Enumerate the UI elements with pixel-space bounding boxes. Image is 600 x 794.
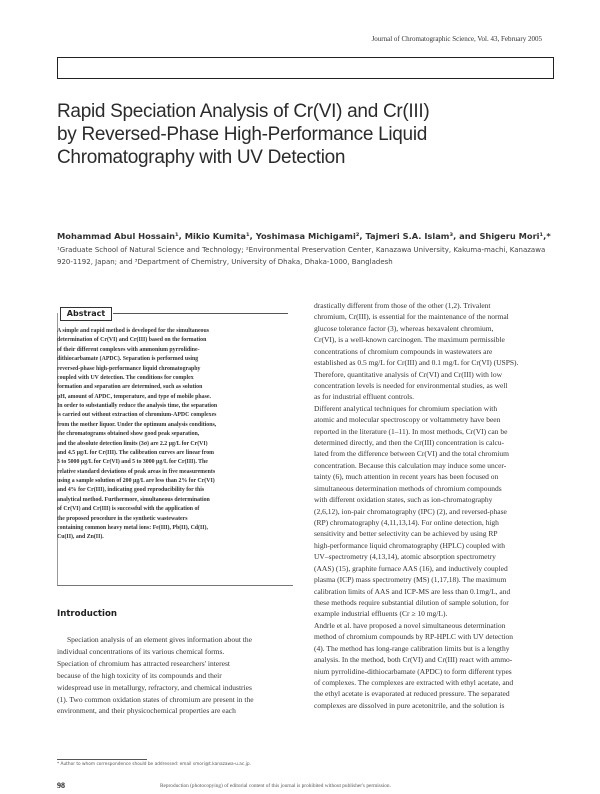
abstract-line: analytical method. Furthermore, simultaneous determination (57, 496, 210, 503)
body-line: concentrations of chromium compounds in wastewaters are (314, 346, 493, 356)
body-line: UV–spectrometry (4,13,14), atomic absorption spectrometry (314, 552, 496, 562)
title-line: Chromatography with UV Detection (57, 147, 346, 168)
body-line: tainty (6), much attention in recent years has been focused on (314, 472, 499, 482)
abstract-line: using a sample solution of 200 µg/L are less than 2% for Cr(VI) (57, 478, 215, 484)
body-line: determined directly, and then the Cr(III) concentration is calcu- (314, 438, 505, 448)
body-line: (2,6,12), ion-pair chromatography (IPC) (2), and reversed-phase (314, 506, 507, 516)
footnote: * Author to whom correspondence should be addressed: email smori@t.kanazawa-u.ac.jp. (57, 762, 251, 767)
abstract-line: formation and separation are determined, such as solution (57, 384, 203, 391)
body-line: Andrle et al. have proposed a novel simultaneous determination (314, 620, 506, 630)
title-line: Rapid Speciation Analysis of Cr(VI) and Cr(III) (57, 101, 430, 122)
abstract-line: coupled with UV detection. The conditions for complex (57, 374, 194, 381)
body-line: (AAS) (15), graphite furnace AAS (16), and inductively coupled (314, 563, 508, 573)
abstract-line: from the mother liquor. Under the optimum analysis conditions, (57, 421, 217, 428)
body-line: of complexes. The complexes are extracted with ethyl acetate, and (314, 677, 514, 687)
introduction-body (57, 634, 293, 717)
body-line: Different analytical techniques for chromium speciation with (314, 403, 498, 413)
body-line: concentration. Because this calculation may induce some uncer- (314, 460, 507, 470)
abstract-line: determination of Cr(VI) and Cr(III) based on the formation (57, 337, 207, 344)
page-number: 98 (57, 781, 65, 790)
journal-header: Journal of Chromatographic Science, Vol. 43, February 2005 (371, 35, 542, 43)
body-line: nium pyrrolidine-dithiocarbamate (APDC) to form different types (314, 666, 512, 676)
intro-line: environment, and their physicochemical properties are each (57, 706, 236, 716)
abstract-line: relative standard deviations of peak areas in five measurements (57, 468, 216, 475)
body-line: chromium, Cr(III), is essential for the maintenance of the normal (314, 312, 509, 322)
body-line: as for industrial effluent controls. (314, 392, 415, 402)
abstract-line: the proposed procedure in the synthetic wastewaters (57, 515, 188, 522)
body-line: method of chromium compounds by RP-HPLC with UV detection (314, 632, 514, 642)
body-line: established as 0.5 mg/L for Cr(III) and 0.1 mg/L for Cr(VI) (USPS). (314, 358, 519, 368)
body-line: with different oxidation states, such as ion-chromatography (314, 495, 493, 505)
intro-line: Speciation analysis of an element gives information about the (67, 635, 252, 644)
body-line: simultaneous determination methods of chromium compounds (314, 483, 502, 493)
abstract-line: and 4.5 µg/L for Cr(III). The calibration curves are linear from (57, 449, 215, 456)
body-line: concentration levels is needed for environmental studies, as well (314, 380, 508, 390)
abstract-line: the chromatograms obtained show good peak separation, (57, 431, 200, 438)
body-line: sensitivity and better selectivity can be achieved by using RP (314, 529, 498, 539)
body-line: lated from the difference between Cr(VI) and the total chromium (314, 449, 509, 459)
abstract-line: 3 to 5000 µg/L for Cr(VI) and 5 to 3000 µg/L for Cr(III). The (57, 459, 208, 466)
body-line: example industrial effluents (Cr ≥ 10 mg/L). (314, 609, 448, 619)
intro-line: Speciation of chromium has attracted researchers' interest (57, 658, 230, 668)
body-line: (4). The method has long-range calibration limits but is a lengthy (314, 643, 510, 653)
abstract-line: reversed-phase high-performance liquid chromatography (57, 365, 201, 372)
abstract-line: containing common heavy metal ions: Fe(III), Pb(II), Cd(II), (57, 524, 208, 531)
abstract-line: Cu(II), and Zn(II). (57, 534, 104, 541)
footnote-rule (57, 759, 147, 760)
abstract-line: pH, amount of APDC, temperature, and type of mobile phase. (57, 393, 211, 400)
body-line: (RP) chromatography (4,11,13,14). For online detection, high (314, 518, 499, 528)
reproduction-notice: Reproduction (photocopying) of editorial content of this journal is prohibited without publisher's permission. (160, 783, 391, 789)
abstract-line: dithiocarbamate (APDC). Separation is performed using (57, 356, 199, 363)
abstract-border-bottom (57, 585, 293, 586)
body-line: plasma (ICP) mass spectrometry (MS) (1,17,18). The maximum (314, 575, 507, 585)
header-box (57, 57, 554, 79)
intro-line: individual concentrations of its various chemical forms. (57, 646, 225, 656)
body-line: Therefore, quantitative analysis of Cr(VI) and Cr(III) with low (314, 369, 503, 379)
body-line: atomic and molecular spectroscopy or voltammetry have been (314, 415, 501, 425)
right-column-body (314, 300, 554, 711)
abstract-line: and the absolute detection limits (3σ) are 2.2 µg/L for Cr(VI) (57, 440, 208, 447)
body-line: analysis. In the method, both Cr(VI) and Cr(III) react with ammo- (314, 655, 513, 665)
intro-line: widespread use in metallurgy, refractory, and chemical industries (57, 682, 252, 692)
body-line: the ethyl acetate is evaporated at reduced pressure. The separated (314, 689, 510, 699)
title-line: by Reversed-Phase High-Performance Liquid (57, 124, 428, 145)
abstract-body (57, 327, 292, 543)
abstract-rule (113, 313, 288, 314)
author-list: Mohammad Abul Hossain¹, Mikio Kumita¹, Yoshimasa Michigami², Tajmeri S.A. Islam³, and Shigeru Mori¹,* (57, 231, 551, 241)
intro-line: (1). Two common oxidation states of chromium are present in the (57, 694, 254, 704)
body-line: calibration limits of AAS and ICP-MS are less than 0.1mg/L, and (314, 586, 511, 596)
affiliations (57, 244, 557, 268)
body-line: drastically different from those of the other (1,2). Trivalent (314, 301, 491, 310)
body-line: these methods require substantial dilution of sample solution, for (314, 597, 509, 607)
introduction-heading: Introduction (57, 609, 118, 619)
body-line: reported in the literature (1–11). In most methods, Cr(VI) can be (314, 426, 508, 436)
paper-title (57, 100, 557, 169)
body-line: Cr(VI), is a well-known carcinogen. The maximum permissible (314, 335, 505, 345)
body-line: high-performance liquid chromatography (HPLC) coupled with (314, 540, 505, 550)
body-line: glucose tolerance factor (3), whereas hexavalent chromium, (314, 323, 494, 333)
abstract-line: of Cr(VI) and Cr(III) is successful with the application of (57, 506, 200, 513)
affiliation-line: 920-1192, Japan; and ³Department of Chemistry, University of Dhaka, Dhaka-1000, Bangladesh (57, 258, 393, 266)
abstract-line: of their different complexes with ammonium pyrrolidine- (57, 346, 200, 353)
abstract-label: Abstract (60, 307, 112, 321)
affiliation-line: ¹Graduate School of Natural Science and Technology; ²Environmental Preservation Center, Kanazawa University, Kakuma-machi, Kanazawa (57, 246, 546, 254)
abstract-line: is carried out without extraction of chromium-APDC complexes (57, 412, 217, 419)
intro-line: because of the high toxicity of its compounds and their (57, 670, 222, 680)
abstract-line: A simple and rapid method is developed for the simultaneous (57, 328, 210, 334)
abstract-line: In order to substantially reduce the analysis time, the separation (57, 403, 218, 409)
abstract-line: and 4% for Cr(III), indicating good reproducibility for this (57, 487, 205, 494)
body-line: complexes are dissolved in pure acetonitrile, and the solution is (314, 700, 505, 710)
